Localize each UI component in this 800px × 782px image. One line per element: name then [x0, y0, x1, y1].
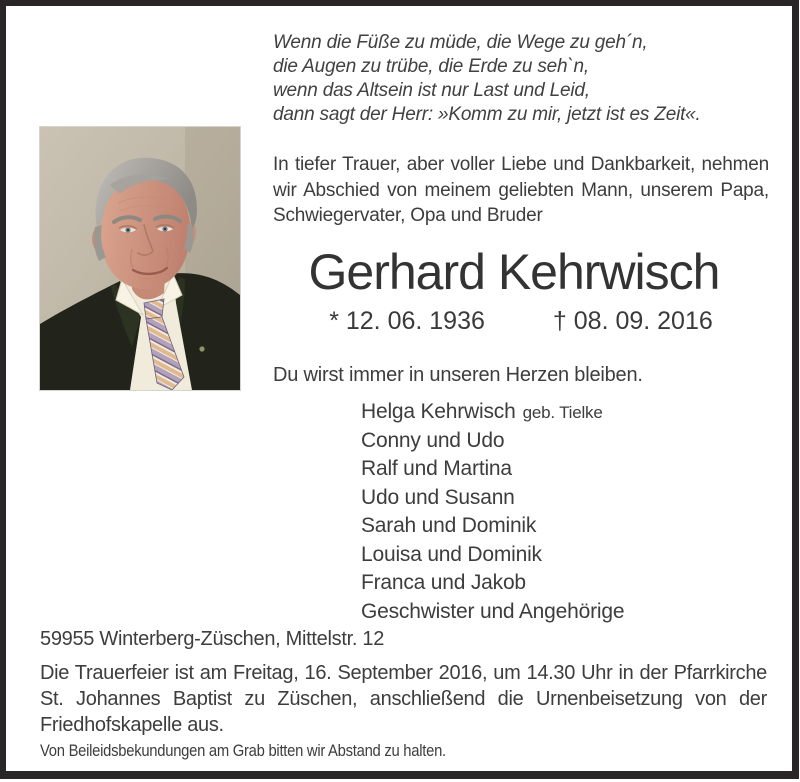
mourners-list — [361, 398, 631, 626]
farewell-text: Du wirst immer in unseren Herzen bleiben. — [273, 364, 643, 386]
mourner-name: Louisa und Dominik — [361, 542, 542, 566]
condolence-note: Von Beileidsbekundungen am Grab bitten wir Abstand zu halten. — [40, 741, 446, 760]
deceased-name: Gerhard Kehrwisch — [308, 244, 720, 300]
poem-line: dann sagt der Herr: »Komm zu mir, jetzt ist es Zeit«. — [273, 104, 701, 125]
intro-text: In tiefer Trauer, aber voller Liebe und Dankbarkeit, nehmen wir Abschied von meinem geliebten Mann, unserem Papa, Schwiegervater, Opa und Bruder — [273, 154, 769, 226]
mourner-maiden-name: geb. Tielke — [522, 403, 603, 422]
mourner-name: Conny und Udo — [361, 428, 505, 452]
mourner-row — [361, 427, 631, 456]
mourner-row — [361, 541, 631, 570]
poem-line: wenn das Altsein ist nur Last und Leid, — [273, 80, 590, 101]
funeral-info: Die Trauerfeier ist am Freitag, 16. September 2016, um 14.30 Uhr in der Pfarrkirche St. Johannes Baptist zu Züschen, anschließend die Urnenbeisetzung von der Friedhofskapelle aus. — [40, 662, 767, 736]
address-text: 59955 Winterberg-Züschen, Mittelstr. 12 — [40, 628, 385, 650]
mourner-row — [361, 398, 631, 427]
memorial-poem — [273, 31, 701, 127]
mourner-name: Udo und Susann — [361, 485, 515, 509]
birth-date: * 12. 06. 1936 — [329, 307, 485, 335]
mourner-row — [361, 455, 631, 484]
mourner-row — [361, 569, 631, 598]
mourner-name: Ralf und Martina — [361, 457, 512, 480]
mourner-name: Franca und Jakob — [361, 571, 526, 594]
mourner-row — [361, 598, 631, 627]
mourner-name: Geschwister und Angehörige — [361, 599, 625, 623]
poem-line: die Augen zu trübe, die Erde zu seh`n, — [273, 56, 589, 77]
portrait-photo — [40, 127, 240, 390]
mourner-name: Sarah und Dominik — [361, 514, 537, 537]
mourner-name: Helga Kehrwisch — [361, 400, 516, 423]
portrait-illustration — [40, 127, 240, 390]
mourner-row — [361, 512, 631, 541]
life-dates — [273, 307, 769, 336]
death-date: † 08. 09. 2016 — [552, 307, 713, 335]
poem-line: Wenn die Füße zu müde, die Wege zu geh´n, — [273, 32, 648, 53]
mourner-row — [361, 484, 631, 513]
